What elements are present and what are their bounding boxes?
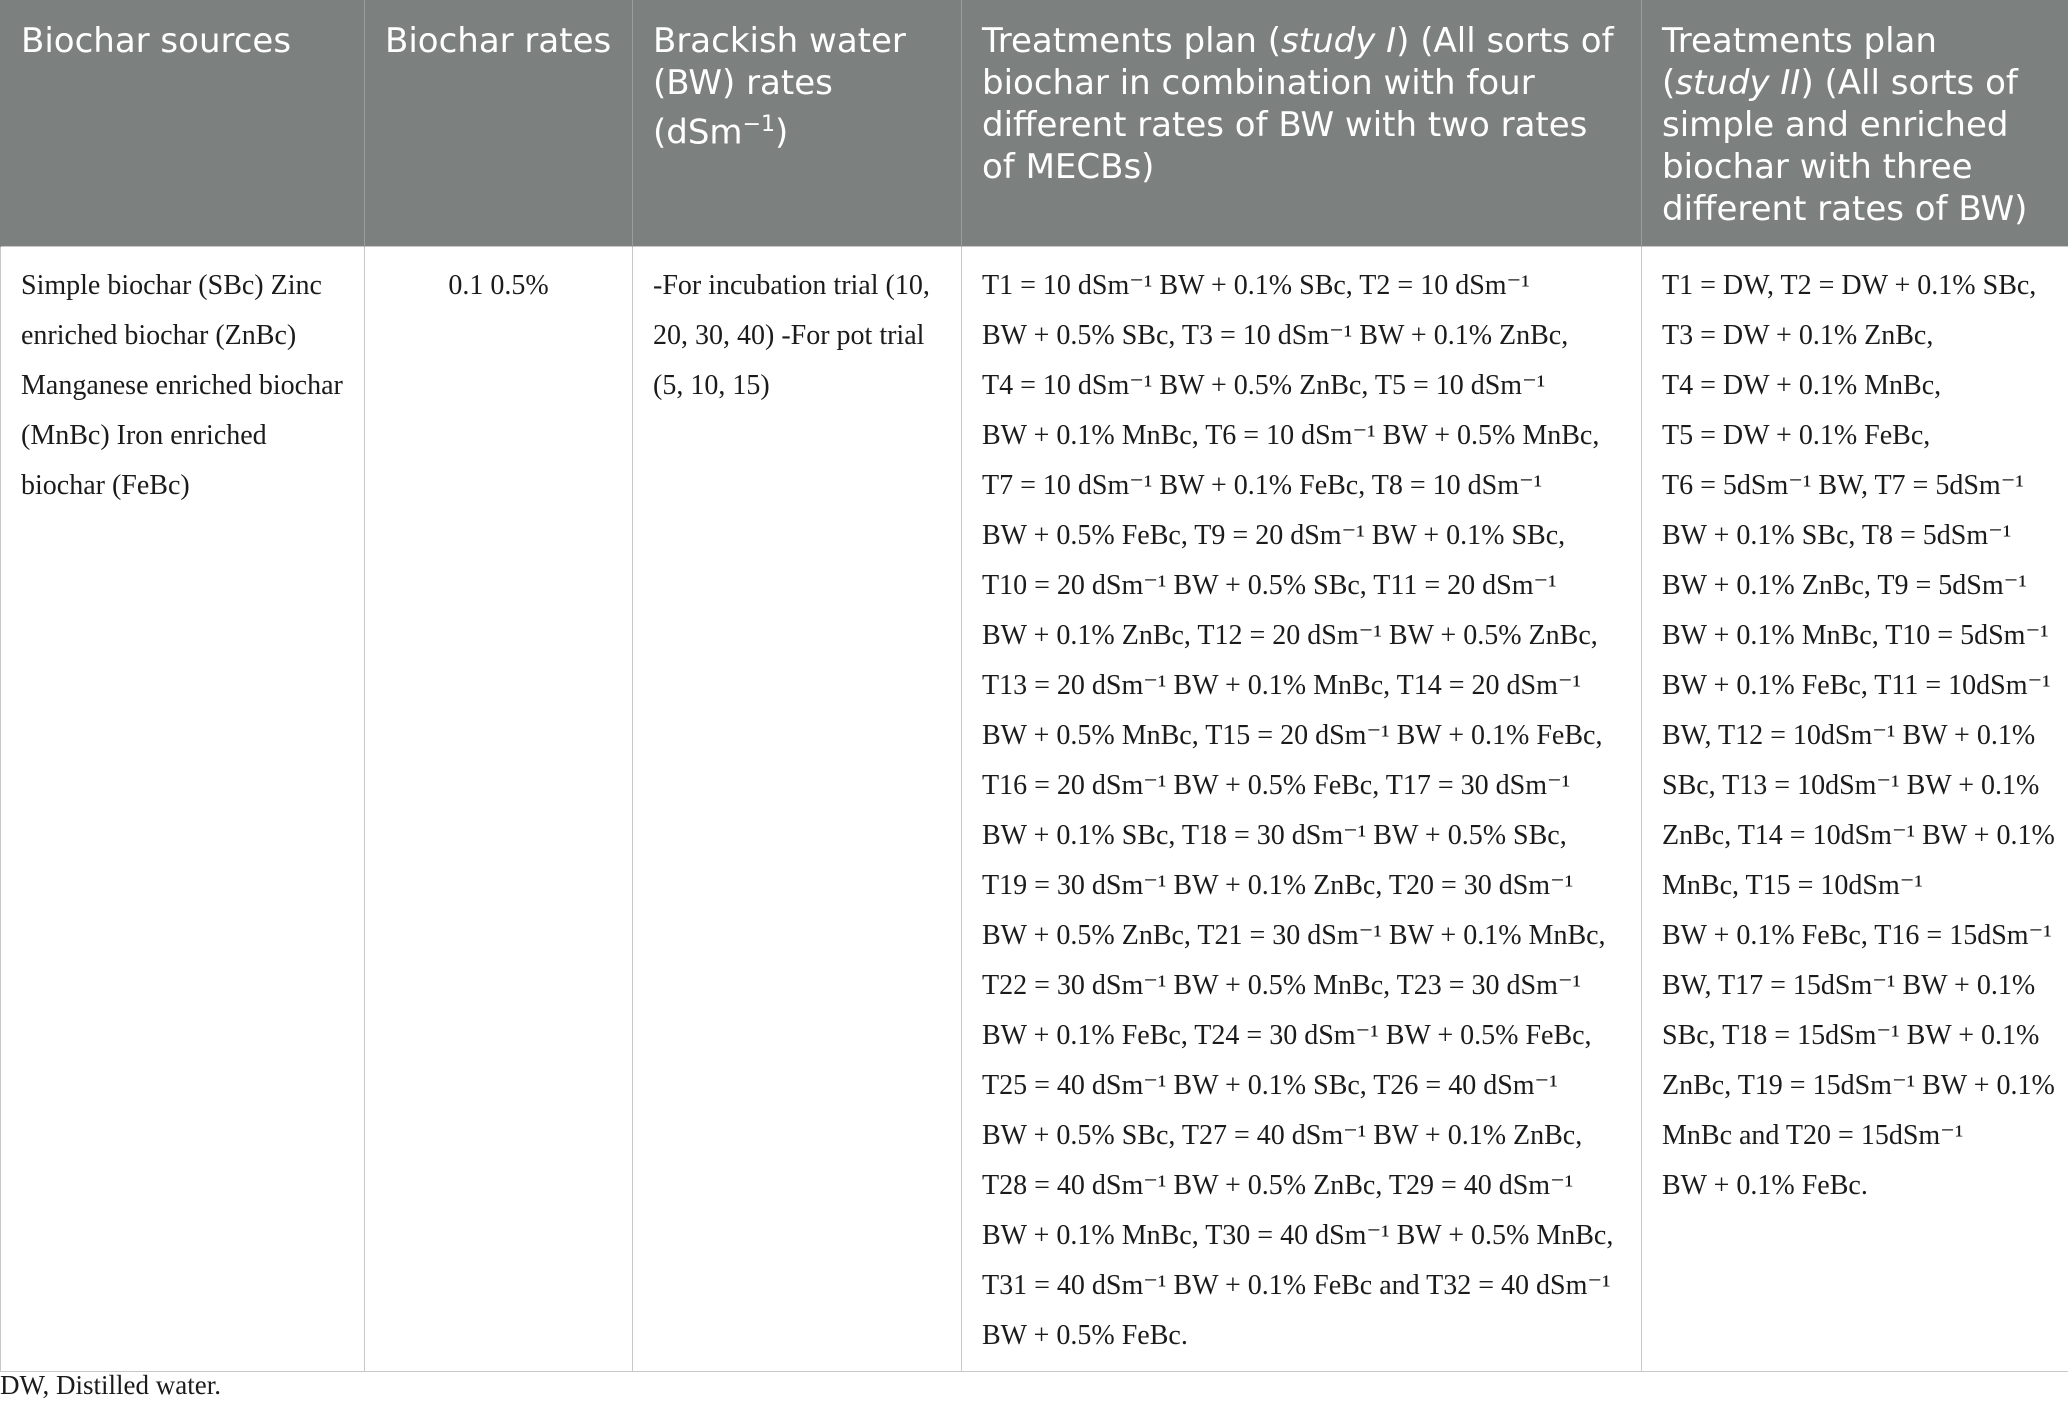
study1-line: T4 = 10 dSm⁻¹ BW + 0.5% ZnBc, T5 = 10 dSm⁻¹ xyxy=(982,370,1546,401)
study2-line: BW + 0.1% FeBc. xyxy=(1662,1170,1868,1201)
study1-line: BW + 0.5% SBc, T3 = 10 dSm⁻¹ BW + 0.1% ZnBc, xyxy=(982,320,1569,351)
cell-bw-rates: -For incubation trial (10, 20, 30, 40) -For pot trial (5, 10, 15) xyxy=(633,247,962,1372)
study1-line: T22 = 30 dSm⁻¹ BW + 0.5% MnBc, T23 = 30 dSm⁻¹ xyxy=(982,970,1582,1001)
study2-line: T3 = DW + 0.1% ZnBc, xyxy=(1662,320,1934,351)
study1-line: T19 = 30 dSm⁻¹ BW + 0.1% ZnBc, T20 = 30 dSm⁻¹ xyxy=(982,870,1574,901)
study2-line: BW, T17 = 15dSm⁻¹ BW + 0.1% xyxy=(1662,970,2036,1001)
study2-line: BW + 0.1% FeBc, T11 = 10dSm⁻¹ xyxy=(1662,670,2051,701)
study2-line: T1 = DW, T2 = DW + 0.1% SBc, xyxy=(1662,270,2037,301)
study1-line: T13 = 20 dSm⁻¹ BW + 0.1% MnBc, T14 = 20 dSm⁻¹ xyxy=(982,670,1582,701)
study1-line: BW + 0.5% FeBc, T9 = 20 dSm⁻¹ BW + 0.1% SBc, xyxy=(982,520,1566,551)
study2-line: BW, T12 = 10dSm⁻¹ BW + 0.1% xyxy=(1662,720,2036,751)
study1-line: BW + 0.1% ZnBc, T12 = 20 dSm⁻¹ BW + 0.5% ZnBc, xyxy=(982,620,1598,651)
study1-line: T25 = 40 dSm⁻¹ BW + 0.1% SBc, T26 = 40 dSm⁻¹ xyxy=(982,1070,1558,1101)
cell-study-1 xyxy=(962,247,1642,1372)
study1-line: BW + 0.1% MnBc, T30 = 40 dSm⁻¹ BW + 0.5% MnBc, xyxy=(982,1220,1614,1251)
study2-line: SBc, T13 = 10dSm⁻¹ BW + 0.1% xyxy=(1662,770,2040,801)
study1-line: T31 = 40 dSm⁻¹ BW + 0.1% FeBc and T32 = 40 dSm⁻¹ xyxy=(982,1270,1611,1301)
table-row xyxy=(1,247,2068,1372)
study1-line: BW + 0.5% SBc, T27 = 40 dSm⁻¹ BW + 0.1% ZnBc, xyxy=(982,1120,1583,1151)
study2-line: ZnBc, T14 = 10dSm⁻¹ BW + 0.1% xyxy=(1662,820,2055,851)
cell-study-2 xyxy=(1642,247,2068,1372)
header-biochar-sources: Biochar sources xyxy=(1,0,365,247)
study1-line: BW + 0.1% SBc, T18 = 30 dSm⁻¹ BW + 0.5% SBc, xyxy=(982,820,1567,851)
study2-line: MnBc and T20 = 15dSm⁻¹ xyxy=(1662,1120,1964,1151)
study1-line: T10 = 20 dSm⁻¹ BW + 0.5% SBc, T11 = 20 dSm⁻¹ xyxy=(982,570,1557,601)
header-biochar-rates: Biochar rates xyxy=(365,0,633,247)
cell-biochar-rates: 0.1 0.5% xyxy=(365,247,633,1372)
study2-line: T4 = DW + 0.1% MnBc, xyxy=(1662,370,1942,401)
study1-line: T1 = 10 dSm⁻¹ BW + 0.1% SBc, T2 = 10 dSm⁻¹ xyxy=(982,270,1530,301)
table-footnote: DW, Distilled water. xyxy=(0,1370,221,1400)
study1-line: BW + 0.5% MnBc, T15 = 20 dSm⁻¹ BW + 0.1% FeBc, xyxy=(982,720,1603,751)
cell-biochar-sources: Simple biochar (SBc) Zinc enriched biochar (ZnBc) Manganese enriched biochar (MnBc) Iron enriched biochar (FeBc) xyxy=(1,247,365,1372)
study2-line: T5 = DW + 0.1% FeBc, xyxy=(1662,420,1931,451)
study1-line: T16 = 20 dSm⁻¹ BW + 0.5% FeBc, T17 = 30 dSm⁻¹ xyxy=(982,770,1571,801)
study1-line: BW + 0.1% MnBc, T6 = 10 dSm⁻¹ BW + 0.5% MnBc, xyxy=(982,420,1600,451)
study2-line: ZnBc, T19 = 15dSm⁻¹ BW + 0.1% xyxy=(1662,1070,2055,1101)
study2-line: MnBc, T15 = 10dSm⁻¹ xyxy=(1662,870,1923,901)
study2-line: SBc, T18 = 15dSm⁻¹ BW + 0.1% xyxy=(1662,1020,2040,1051)
study1-line: BW + 0.5% ZnBc, T21 = 30 dSm⁻¹ BW + 0.1% MnBc, xyxy=(982,920,1606,951)
header-row xyxy=(1,0,2068,247)
study2-line: BW + 0.1% ZnBc, T9 = 5dSm⁻¹ xyxy=(1662,570,2027,601)
study1-line: BW + 0.5% FeBc. xyxy=(982,1320,1188,1351)
study1-line: T7 = 10 dSm⁻¹ BW + 0.1% FeBc, T8 = 10 dSm⁻¹ xyxy=(982,470,1543,501)
study2-line: BW + 0.1% FeBc, T16 = 15dSm⁻¹ xyxy=(1662,920,2052,951)
study1-line: BW + 0.1% FeBc, T24 = 30 dSm⁻¹ BW + 0.5% FeBc, xyxy=(982,1020,1592,1051)
header-study-2: Treatments plan (study II) (All sorts of simple and enriched biochar with three different rates of BW) xyxy=(1642,0,2068,247)
study2-line: BW + 0.1% MnBc, T10 = 5dSm⁻¹ xyxy=(1662,620,2049,651)
study2-line: BW + 0.1% SBc, T8 = 5dSm⁻¹ xyxy=(1662,520,2012,551)
header-study-1: Treatments plan (study I) (All sorts of biochar in combination with four different rates of BW with two rates of MECBs) xyxy=(962,0,1642,247)
study1-line: T28 = 40 dSm⁻¹ BW + 0.5% ZnBc, T29 = 40 dSm⁻¹ xyxy=(982,1170,1574,1201)
header-bw-rates: Brackish water (BW) rates (dSm$^{-1}$) xyxy=(633,0,962,247)
study2-line: T6 = 5dSm⁻¹ BW, T7 = 5dSm⁻¹ xyxy=(1662,470,2024,501)
